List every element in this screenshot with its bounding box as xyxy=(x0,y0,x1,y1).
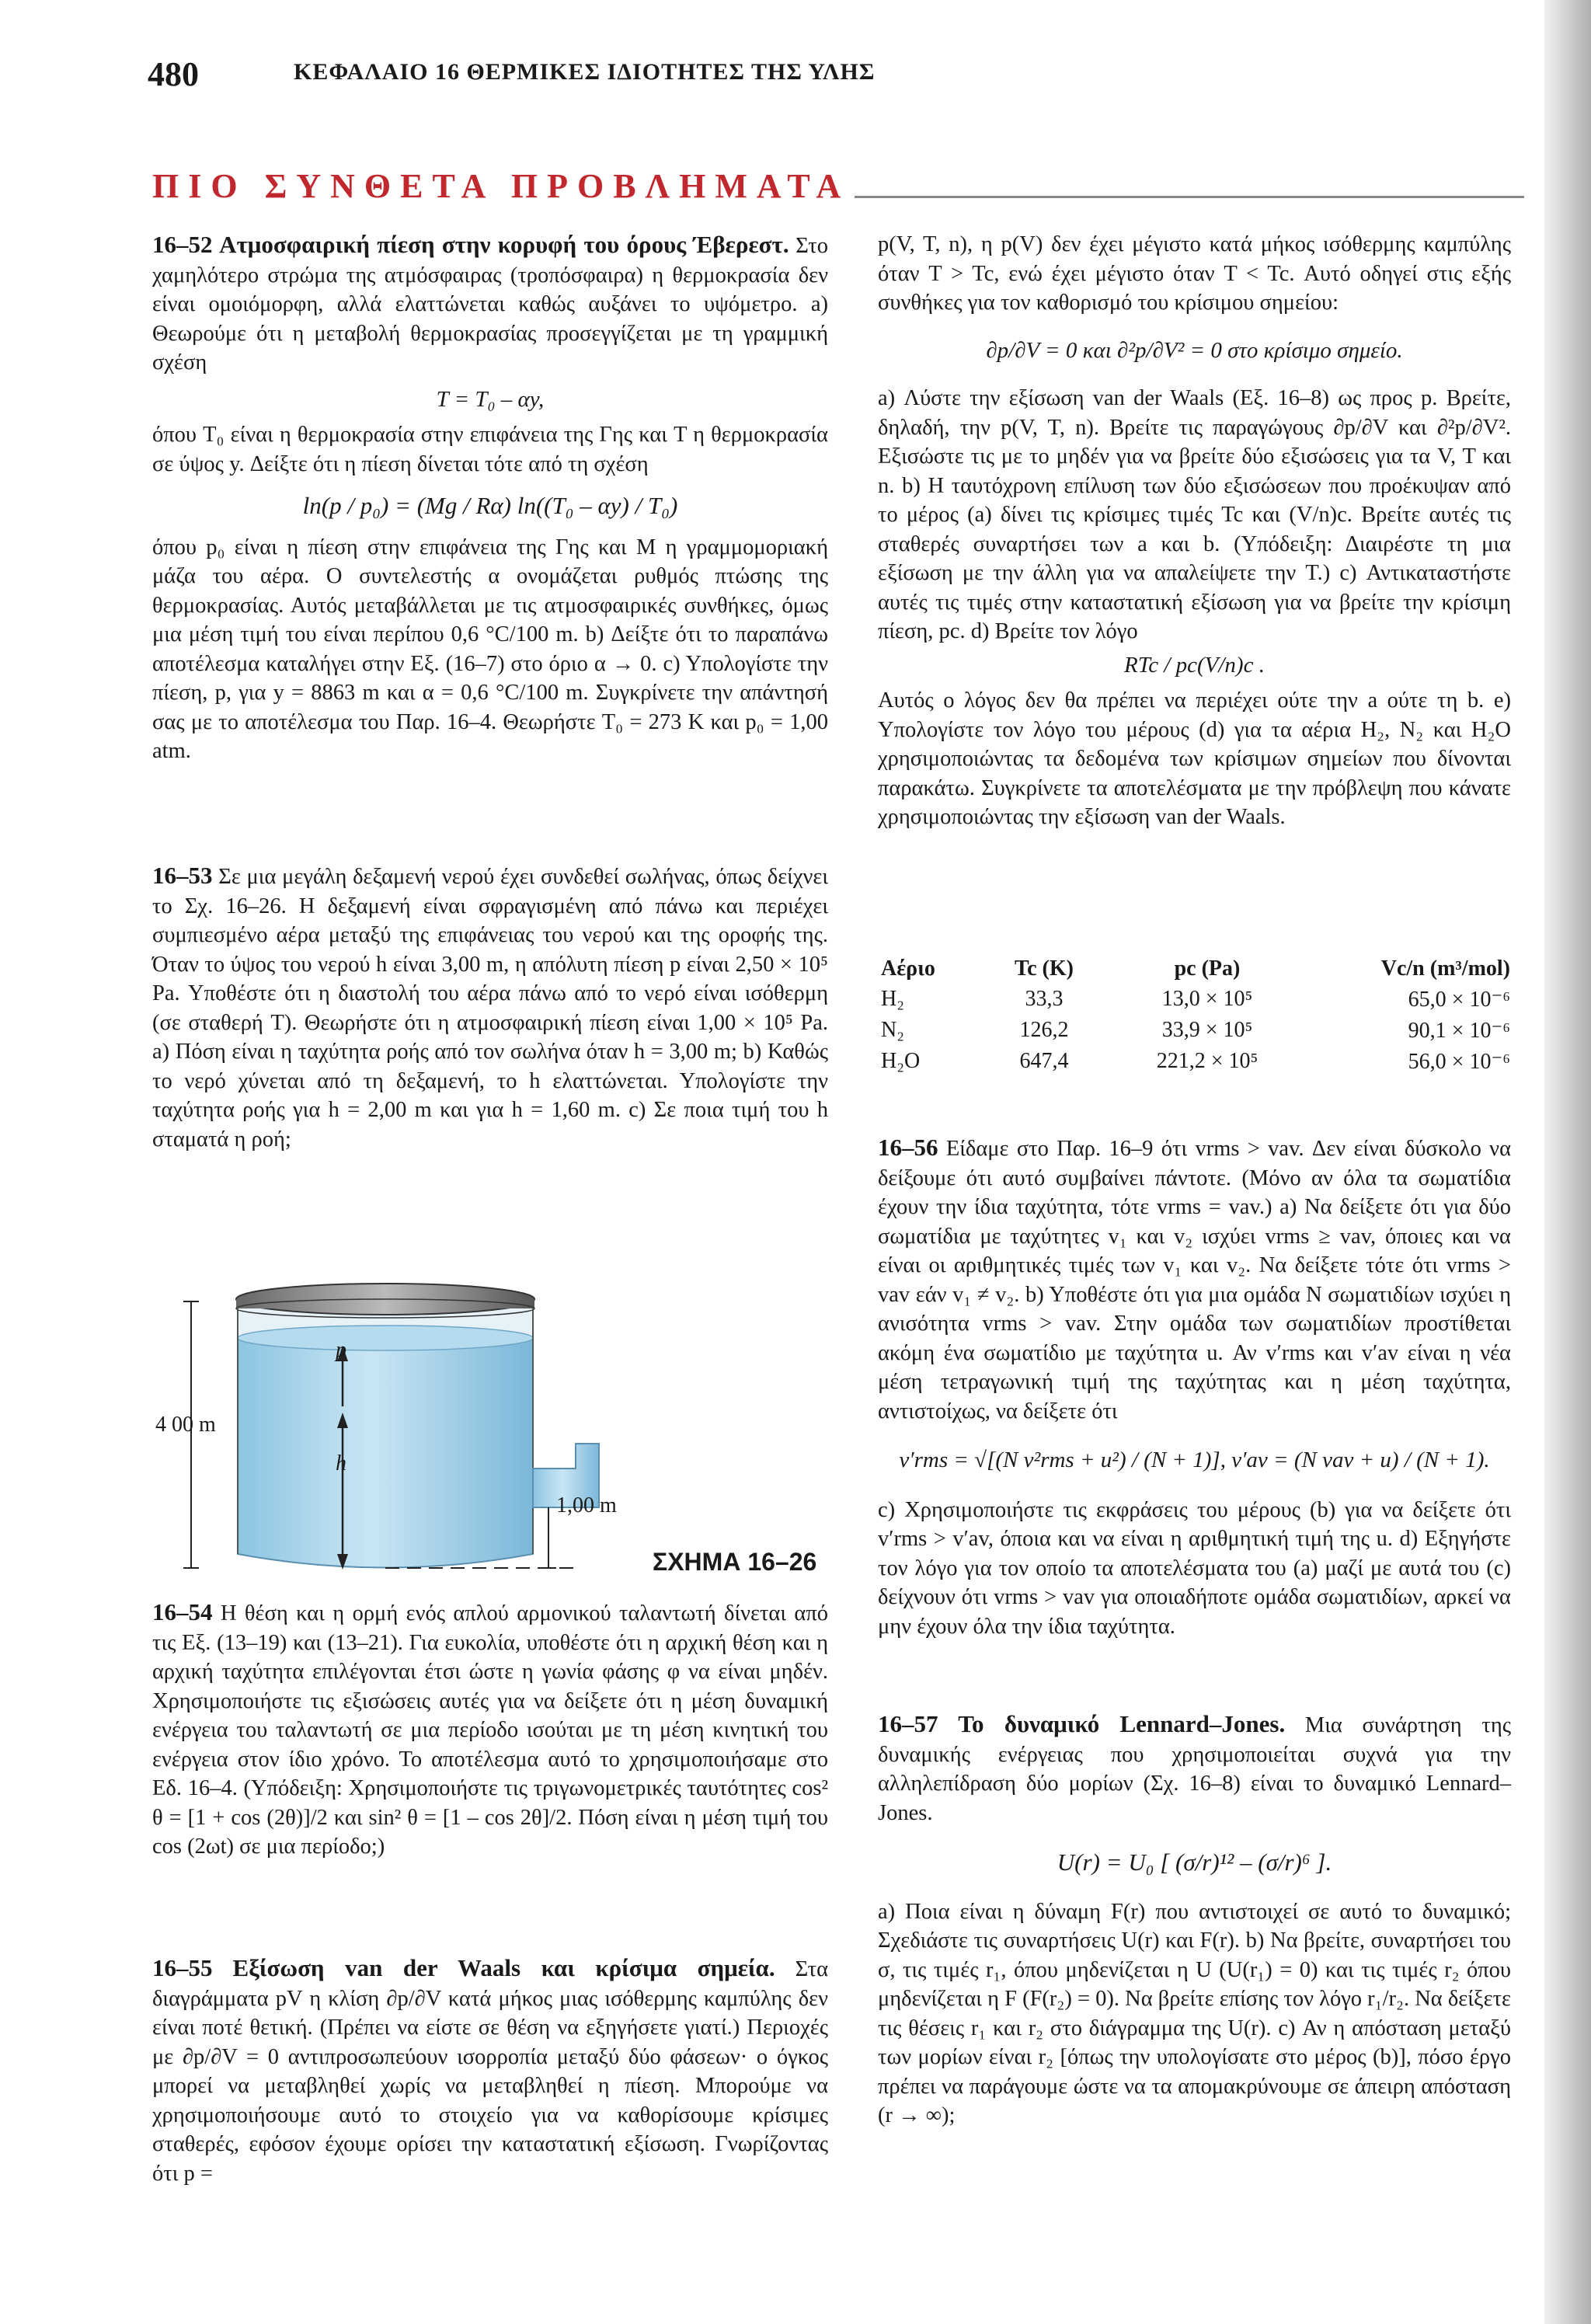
table-cell: 647,4 xyxy=(1019,1049,1069,1073)
problem-number: 16–54 xyxy=(152,1598,213,1625)
height-h-label: h xyxy=(336,1451,346,1476)
table-cell: 90,1 × 10⁻⁶ xyxy=(1408,1019,1510,1043)
page-edge-shadow xyxy=(1544,0,1591,2324)
equation-linear-temperature: T = T₀ – αy, xyxy=(436,386,545,412)
problem-16-54 xyxy=(152,1598,828,1862)
table-header: Tc (K) xyxy=(1015,956,1074,981)
equation-lennard-jones: U(r) = U₀ [ (σ/r)¹² – (σ/r)⁶ ]. xyxy=(1057,1848,1332,1876)
table-row xyxy=(881,984,1510,1015)
table-header-row xyxy=(881,954,1510,984)
tank-figure xyxy=(152,1274,836,1585)
tank-height-label: 4 00 m xyxy=(155,1413,216,1437)
problem-text: Είδαμε στο Παρ. 16–9 ότι vrms > vav. Δεν είναι δύσκολο να δείξουμε ότι αυτό συμβαίνει πάντοτε. (Μόνο αν όλα τα σωματίδια έχουν την ίδια ταχύτητα, τότε vrms = vav.) a) Να δείξετε ότι για δύο σωματίδια με ταχύτητες v₁ και v₂ ισχύει vrms ≥ vav, όποιες και να είναι οι αριθμητικές τιμές των v₁ και v₂. Να δείξετε τότε ότι vrms > vav εάν v₁ ≠ v₂. b) Υποθέστε ότι για μια ομάδα N σωματιδίων ισχύει η ανισότητα vrms > vav. Στην ομάδα των σωματιδίων προστίθεται ακόμη ένα σωματίδιο με ταχύτητα u. Αν v′rms και v′av είναι η νέα μέση τετραγωνική τιμή της ταχύτητας και η μέση ταχύτητα, αντιστοίχως, να δείξετε ότι xyxy=(878,1137,1511,1423)
problem-text: Στα διαγράμματα pV η κλίση ∂p/∂V κατά μήκος μιας ισόθερμης καμπύλης δεν είναι ποτέ θετική. (Πρέπει να είστε σε θέση να εξηγήσετε γιατί.) Περιοχές με ∂p/∂V = 0 αντιπροσωπεύουν ισορροπία μεταξύ δύο φάσεων· ο όγκος μπορεί να μεταβληθεί χωρίς να μεταβληθεί η πίεση. Μπορούμε να χρησιμοποιήσουμε αυτό το στοιχείο για να καθορίσουμε κρίσιμες σταθερές, εφόσον έχουμε ορίσει την καταστατική εξίσωση. Γνωρίζοντας ότι p = xyxy=(152,1957,829,2186)
table-cell: 33,9 × 10⁵ xyxy=(1161,1018,1253,1042)
problem-text: Στο χαμηλότερο στρώμα της ατμόσφαιρας (τροπόσφαιρα) η θερμοκρασία δεν είναι ομοιόμορφη, αλλά ελαττώνεται καθώς αυξάνει το υψόμετρο. a) Θεωρούμε ότι η μεταβολή θερμοκρασίας προσεγγίζεται με τη γραμμική σχέση xyxy=(152,234,828,375)
problem-text: Η θέση και η ορμή ενός απλού αρμονικού ταλαντωτή δίνεται από τις Εξ. (13–19) και (13–21). Για ευκολία, υποθέστε ότι η αρχική θέση και η αρχική ταχύτητα επιλέγονται έτσι ώστε η γωνία φάσης φ να είναι μηδέν. Χρησιμοποιήστε τις εξισώσεις αυτές για να δείξετε ότι η μέση δυναμική ενέργεια του ταλαντωτή σε μια περίοδο ισούται με τη μέση κινητική του ενέργεια στον ίδιο χρόνο. Το αποτέλεσμα αυτό το χρησιμοποιήσαμε στο Εδ. 16–4. (Υπόδειξη: Χρησιμοποιήστε τις τριγωνομετρικές ταυτότητες cos² θ = [1 + cos (2θ)]/2 και sin² θ = [1 – cos 2θ]/2. Πόση είναι η μέση τιμή του cos (2ωt) σε μια περίοδο;) xyxy=(152,1601,828,1859)
problem-number: 16–56 xyxy=(878,1134,938,1161)
water-surface xyxy=(238,1326,533,1350)
equation-critical-ratio: RTc / pc(V/n)c . xyxy=(1124,652,1265,678)
problem-16-56 xyxy=(878,1133,1511,1641)
critical-data-table xyxy=(881,954,1510,1077)
table-cell: N₂ xyxy=(881,1018,904,1042)
problem-text: Μια συνάρτηση της δυναμικής ενέργειας που χρησιμοποιείται συχνά για την αλληλεπίδραση δύο μορίων (Σχ. 16–8) είναι το δυναμικό Lennard–Jones. xyxy=(878,1713,1512,1825)
equation-new-averages: v′rms = √[(N v²rms + u²) / (N + 1)], v′av = (N vav + u) / (N + 1). xyxy=(899,1448,1490,1472)
table-cell: 126,2 xyxy=(1019,1018,1069,1042)
table-cell: 33,3 xyxy=(1025,987,1064,1011)
pressure-label: p xyxy=(336,1338,346,1362)
problem-text: a) Λύστε την εξίσωση van der Waals (Εξ. 16–8) ως προς p. Βρείτε, δηλαδή, την p(V, T, n). Βρείτε τις παραγώγους ∂p/∂V και ∂²p/∂V². Εξισώστε τις με το μηδέν για να βρείτε δύο εξισώσεις για τα V, T και n. b) Η ταυτόχρονη επίλυση των δύο εξισώσεων που προέκυψαν από το μέρος (a) δίνει τις κρίσιμες τιμές Tc και (V/n)c. Βρείτε αυτές τις σταθερές συναρτήσει των a και b. (Υπόδειξη: Διαιρέστε τη μια εξίσωση με την άλλη για να απαλείψετε την T.) c) Αντικαταστήστε αυτές τις τιμές στην καταστατική εξίσωση για να βρείτε την κρίσιμη πίεση, pc. d) Βρείτε τον λόγο xyxy=(878,386,1511,643)
page-number: 480 xyxy=(148,55,199,93)
running-head: ΚΕΦΑΛΑΙΟ 16 ΘΕΡΜΙΚΕΣ ΙΔΙΟΤΗΤΕΣ ΤΗΣ ΥΛΗΣ xyxy=(294,59,876,85)
equation-critical-conditions: ∂p/∂V = 0 και ∂²p/∂V² = 0 στο κρίσιμο σημείο. xyxy=(986,337,1403,363)
problem-text: όπου T₀ είναι η θερμοκρασία στην επιφάνεια της Γης και T η θερμοκρασία σε ύψος y. Δείξτε ότι η πίεση δίνεται τότε από τη σχέση xyxy=(152,423,828,476)
problem-16-52 xyxy=(152,230,828,766)
tank-water xyxy=(238,1329,533,1568)
pipe-height-label: 1,00 m xyxy=(556,1493,617,1517)
section-rule xyxy=(855,196,1524,198)
problem-text: p(V, T, n), η p(V) δεν έχει μέγιστο κατά μήκος ισόθερμης καμπύλης όταν T > Tc, ενώ έχει μέγιστο όταν T < Tc. Αυτό οδηγεί στις εξής συνθήκες για τον καθορισμό του κρίσιμου σημείου: xyxy=(878,232,1511,315)
section-title: ΠΙΟ ΣΥΝΘΕΤΑ ΠΡΟΒΛΗΜΑΤΑ xyxy=(152,167,851,205)
table-header: Vc/n (m³/mol) xyxy=(1380,956,1510,981)
table-cell: 65,0 × 10⁻⁶ xyxy=(1408,988,1510,1012)
table-header: pc (Pa) xyxy=(1174,956,1241,981)
problem-text: c) Χρησιμοποιήστε τις εκφράσεις του μέρους (b) για να δείξετε ότι v′rms > v′av, όποια και να είναι η αριθμητική τιμή της u. d) Εξηγήστε τον λόγο για τον οποίο τα αποτελέσματα του (a) μαζί με αυτά του (c) δείχνουν ότι vrms > vav για οποιαδήποτε ομάδα σωματιδίων, αρκεί να μην έχουν όλα την ίδια ταχύτητα. xyxy=(878,1497,1511,1639)
problem-number: 16–55 xyxy=(152,1954,213,1981)
table-cell: 56,0 × 10⁻⁶ xyxy=(1408,1050,1510,1074)
table-row xyxy=(881,1046,1510,1077)
problem-title: Το δυναμικό Lennard–Jones. xyxy=(958,1710,1286,1737)
problem-16-55-continued xyxy=(878,230,1511,832)
problem-number: 16–52 xyxy=(152,231,213,258)
problem-title: Εξίσωση van der Waals και κρίσιμα σημεία. xyxy=(232,1954,775,1981)
table-header: Αέριο xyxy=(881,956,935,981)
figure-caption: ΣΧΗΜΑ 16–26 xyxy=(653,1548,817,1576)
table-cell: H₂ xyxy=(881,987,904,1011)
problem-text: όπου p₀ είναι η πίεση στην επιφάνεια της Γης και M η γραμμομοριακή μάζα του αέρα. Ο συντελεστής α ονομάζεται ρυθμός πτώσης της θερμοκρασίας. Αυτός μεταβάλλεται με τις ατμοσφαιρικές συνθήκες, όμως μια μέση τιμή του είναι περίπου 0,6 °C/100 m. b) Δείξτε ότι το παραπάνω αποτέλεσμα καταλήγει στην Εξ. (16–7) στο όριο α → 0. c) Υπολογίστε την πίεση, p, για y = 8863 m και α = 0,6 °C/100 m. Συγκρίνετε την απάντησή σας με το αποτέλεσμα του Παρ. 16–4. Θεωρήστε T₀ = 273 K και p₀ = 1,00 atm. xyxy=(152,535,828,763)
table-cell: H₂O xyxy=(881,1049,921,1073)
table-cell: 13,0 × 10⁵ xyxy=(1161,987,1253,1011)
problem-number: 16–57 xyxy=(878,1710,938,1737)
table-cell: 221,2 × 10⁵ xyxy=(1156,1049,1259,1073)
problem-16-55 xyxy=(152,1953,828,2188)
equation-pressure-log: ln(p / p₀) = (Mg / Rα) ln((T₀ – αy) / T₀) xyxy=(302,492,678,519)
problem-number: 16–53 xyxy=(152,862,213,889)
problem-text: a) Ποια είναι η δύναμη F(r) που αντιστοιχεί σε αυτό το δυναμικό; Σχεδιάστε τις συναρτήσεις U(r) και F(r). b) Να βρείτε, συναρτήσει του σ, τις τιμές r₁, όπου μηδενίζεται η U (U(r₁) = 0) και τις τιμές r₂ όπου μηδενίζεται η F (F(r₂) = 0). Να βρείτε επίσης τον λόγο r₁/r₂. Να δείξετε τις θέσεις r₁ και r₂ στο διάγραμμα της U(r). c) Αν η απόσταση μεταξύ των μορίων είναι r₂ [όπως την υπολογίσατε στο μέρος (b)], πόσο έργο πρέπει να παράγουμε ώστε να τα απομακρύνουμε σε άπειρη απόσταση (r → ∞); xyxy=(878,1899,1511,2127)
problem-text: Σε μια μεγάλη δεξαμενή νερού έχει συνδεθεί σωλήνας, όπως δείχνει το Σχ. 16–26. Η δεξαμενή είναι σφραγισμένη από πάνω και περιέχει συμπιεσμένο αέρα μεταξύ της επιφάνειας του νερού και της οροφής της. Όταν το ύψος του νερού h είναι 3,00 m, η απόλυτη πίεση p είναι 2,50 × 10⁵ Pa. Υποθέστε ότι η διαστολή του αέρα πάνω από το νερό είναι ισόθερμη (σε σταθερή T). Θεωρήστε ότι η ατμοσφαιρική πίεση είναι 1,00 × 10⁵ Pa. a) Πόση είναι η ταχύτητα ροής από τον σωλήνα όταν h = 3,00 m; b) Καθώς το νερό χύνεται από τη δεξαμενή, το h ελαττώνεται. Υπολογίστε την ταχύτητα ροής για h = 2,00 m και για h = 1,60 m. c) Σε ποια τιμή του h σταματά η ροή; xyxy=(152,865,829,1152)
problem-16-53 xyxy=(152,861,828,1154)
problem-16-57 xyxy=(878,1709,1511,2131)
problem-text: Αυτός ο λόγος δεν θα πρέπει να περιέχει ούτε την a ούτε τη b. e) Υπολογίστε τον λόγο του μέρους (d) για τα αέρια H₂, N₂ και H₂O χρησιμοποιώντας τα δεδομένα των κρίσιμων σημείων που δίνονται παρακάτω. Συγκρίνετε τα αποτελέσματα με την πρόβλεψη που κάνατε χρησιμοποιώντας την εξίσωση van der Waals. xyxy=(878,688,1511,829)
table-row xyxy=(881,1015,1510,1046)
problem-title: Ατμοσφαιρική πίεση στην κορυφή του όρους Έβερεστ. xyxy=(219,231,789,258)
